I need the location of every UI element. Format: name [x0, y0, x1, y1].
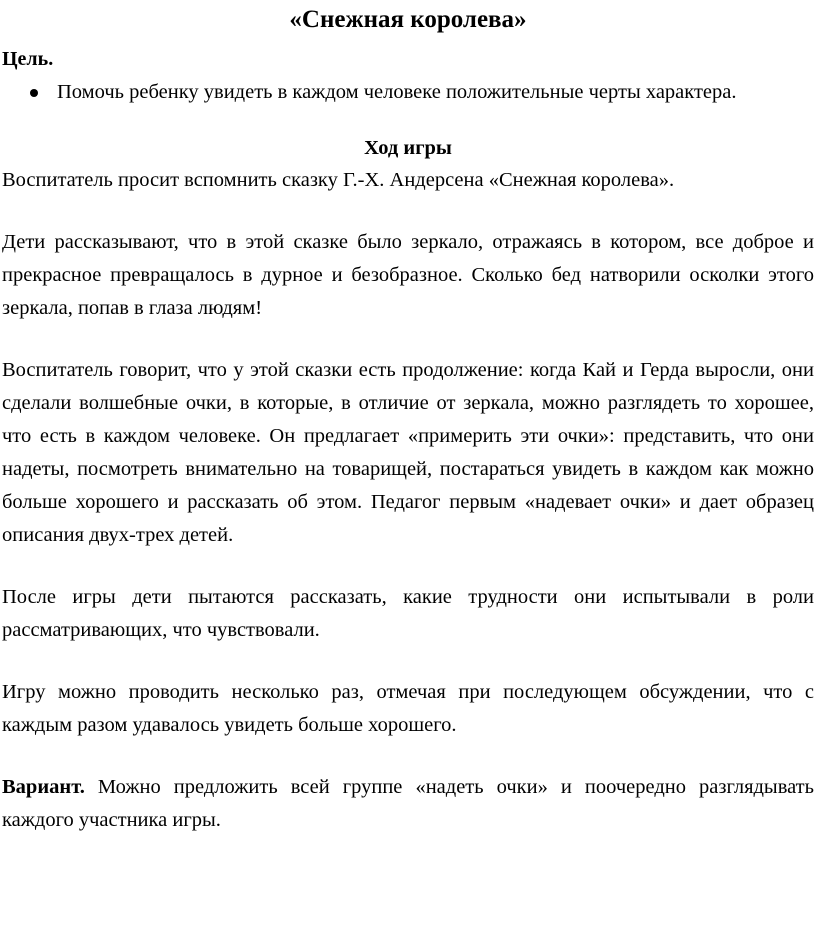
goal-label: Цель.	[2, 48, 54, 70]
paragraph-repeat: Игру можно проводить несколько раз, отмечая при последующем обсуждении, что с каждым разом удавалось увидеть больше хорошего.	[2, 681, 814, 736]
paragraph-intro: Воспитатель просит вспомнить сказку Г.-Х. Андерсена «Снежная королева».	[2, 169, 675, 191]
bullet-dot-icon	[30, 89, 38, 97]
paragraph-mirror: Дети рассказывают, что в этой сказке было зеркало, отражаясь в котором, все доброе и прекрасное превращалось в дурное и безобразное. Сколько бед натворили осколки этого зеркала, попав в глаза людям!	[2, 231, 814, 319]
document-title: «Снежная королева»	[289, 6, 527, 33]
section-heading: Ход игры	[364, 137, 452, 159]
variant-label: Вариант.	[2, 776, 85, 798]
paragraph-variant	[2, 771, 814, 837]
goal-item-text: Помочь ребенку увидеть в каждом человеке положительные черты характера.	[57, 81, 737, 103]
paragraph-after-game: После игры дети пытаются рассказать, какие трудности они испытывали в роли рассматривающих, что чувствовали.	[2, 586, 814, 641]
paragraph-glasses: Воспитатель говорит, что у этой сказки есть продолжение: когда Кай и Герда выросли, они сделали волшебные очки, в которые, в отличие от зеркала, можно разглядеть то хорошее, что есть в каждом человеке. Он предлагает «примерить эти очки»: представить, что они надеты, посмотреть внимательно на товарищей, постараться увидеть в каждом как можно больше хорошего и рассказать об этом. Педагог первым «надевает очки» и дает образец описания двух-трех детей.	[2, 359, 814, 546]
variant-text: Можно предложить всей группе «надеть очки» и поочередно разглядывать каждого участника игры.	[2, 776, 814, 831]
goal-list	[0, 76, 816, 109]
goal-list-item	[0, 76, 816, 109]
